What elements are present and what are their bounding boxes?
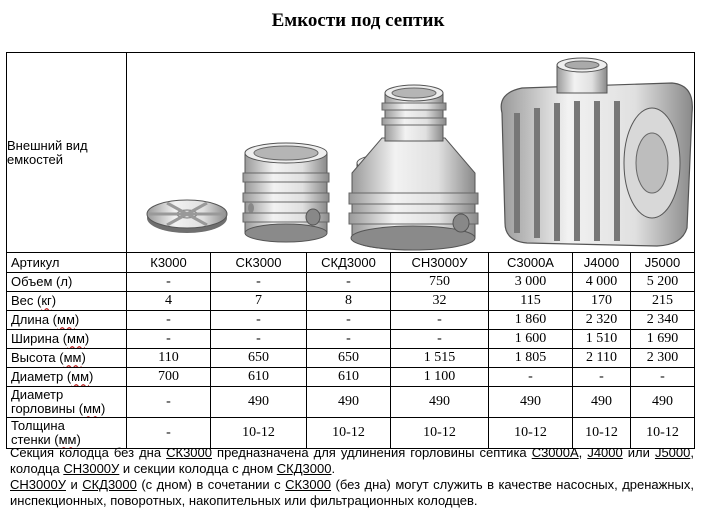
cell: 750 bbox=[391, 273, 489, 292]
row-label-diameter: Диаметр (мм) bbox=[7, 368, 127, 387]
cell: 5 200 bbox=[631, 273, 695, 292]
cell: 2 340 bbox=[631, 311, 695, 330]
cell: 490 bbox=[573, 387, 631, 418]
cell: 1 600 bbox=[489, 330, 573, 349]
row-label-height: Высота (мм) bbox=[7, 349, 127, 368]
link-c3000a[interactable]: С3000А bbox=[531, 445, 579, 460]
cell: 490 bbox=[307, 387, 391, 418]
cell: 3 000 bbox=[489, 273, 573, 292]
cell: - bbox=[127, 418, 211, 449]
cell: 7 bbox=[211, 292, 307, 311]
cell: - bbox=[211, 311, 307, 330]
footer-paragraph-1: Секция колодца без дна СК3000 предназначена для удлинения горловины септика С3000А, J4000 или J5000, колодца СН3000У и секции колодца с дном СКД3000. bbox=[10, 445, 694, 476]
cell: 490 bbox=[489, 387, 573, 418]
table-row bbox=[7, 387, 695, 418]
cell: 490 bbox=[631, 387, 695, 418]
cell: - bbox=[489, 368, 573, 387]
cell: 1 515 bbox=[391, 349, 489, 368]
article-ck3000: СК3000 bbox=[211, 253, 307, 273]
article-ckd3000: СКД3000 bbox=[307, 253, 391, 273]
article-k3000: К3000 bbox=[127, 253, 211, 273]
cell: - bbox=[211, 273, 307, 292]
cell: 650 bbox=[307, 349, 391, 368]
cell: - bbox=[307, 273, 391, 292]
table-row bbox=[7, 292, 695, 311]
k3000-image bbox=[147, 200, 227, 233]
cell: - bbox=[307, 330, 391, 349]
cell: 490 bbox=[211, 387, 307, 418]
cell: 2 110 bbox=[573, 349, 631, 368]
cell: 1 805 bbox=[489, 349, 573, 368]
row-label-length: Длина (мм) bbox=[7, 311, 127, 330]
cell: - bbox=[127, 273, 211, 292]
cell: - bbox=[127, 330, 211, 349]
ck3000-image bbox=[243, 143, 329, 242]
cell: 1 860 bbox=[489, 311, 573, 330]
cell: 610 bbox=[211, 368, 307, 387]
ch3000u-image bbox=[349, 85, 478, 250]
cell: 170 bbox=[573, 292, 631, 311]
row-label-width: Ширина (мм) bbox=[7, 330, 127, 349]
cell: 490 bbox=[391, 387, 489, 418]
link-j5000[interactable]: J5000 bbox=[654, 445, 691, 460]
cell: 32 bbox=[391, 292, 489, 311]
link-j4000[interactable]: J4000 bbox=[587, 445, 623, 460]
link-ch3000u[interactable]: СН3000У bbox=[10, 477, 66, 492]
page-title: Емкости под септик bbox=[271, 10, 445, 31]
table-row bbox=[7, 330, 695, 349]
appearance-label: Внешний вид емкостей bbox=[7, 53, 127, 253]
cell: - bbox=[391, 311, 489, 330]
cell: 10-12 bbox=[211, 418, 307, 449]
cell: - bbox=[631, 368, 695, 387]
link-ck3000[interactable]: СК3000 bbox=[166, 445, 212, 460]
cell: - bbox=[127, 311, 211, 330]
cell: 650 bbox=[211, 349, 307, 368]
cell: - bbox=[573, 368, 631, 387]
article-j4000: J4000 bbox=[573, 253, 631, 273]
link-ch3000u[interactable]: СН3000У bbox=[63, 461, 120, 476]
cell: 1 690 bbox=[631, 330, 695, 349]
cell: 10-12 bbox=[307, 418, 391, 449]
row-label-volume: Объем (л) bbox=[7, 273, 127, 292]
cell: 2 300 bbox=[631, 349, 695, 368]
cell: 2 320 bbox=[573, 311, 631, 330]
article-label: Артикул bbox=[7, 253, 127, 273]
cell: 115 bbox=[489, 292, 573, 311]
footer-paragraph-2: СН3000У и СКД3000 (с дном) в сочетании с СК3000 (без дна) могут служить в качестве насосных, дренажных, инспекционных, поворотных, накопительных или фильтрационных колодцев. bbox=[10, 477, 694, 508]
table-row bbox=[7, 349, 695, 368]
cell: 1 510 bbox=[573, 330, 631, 349]
cell: 10-12 bbox=[573, 418, 631, 449]
row-label-wall-thickness: Толщина стенки (мм) bbox=[7, 418, 127, 449]
link-ckd3000[interactable]: СКД3000 bbox=[276, 461, 332, 476]
c3000a-j-tank-image bbox=[501, 58, 692, 246]
link-ckd3000[interactable]: СКД3000 bbox=[82, 477, 137, 492]
cell: 4 000 bbox=[573, 273, 631, 292]
cell: 10-12 bbox=[391, 418, 489, 449]
cell: 610 bbox=[307, 368, 391, 387]
article-c3000a: С3000А bbox=[489, 253, 573, 273]
cell: 110 bbox=[127, 349, 211, 368]
cell: 215 bbox=[631, 292, 695, 311]
cell: 700 bbox=[127, 368, 211, 387]
cell: - bbox=[211, 330, 307, 349]
row-label-weight: Вес (кг) bbox=[7, 292, 127, 311]
cell: 10-12 bbox=[631, 418, 695, 449]
cell: - bbox=[307, 311, 391, 330]
footer-note bbox=[10, 445, 694, 509]
row-label-neck-diameter: Диаметр горловины (мм) bbox=[7, 387, 127, 418]
link-ck3000[interactable]: СК3000 bbox=[285, 477, 332, 492]
table-row bbox=[7, 368, 695, 387]
tanks-illustration bbox=[127, 53, 695, 252]
product-images bbox=[127, 53, 695, 253]
article-row bbox=[7, 253, 695, 273]
cell: 4 bbox=[127, 292, 211, 311]
cell: - bbox=[127, 387, 211, 418]
table-row bbox=[7, 311, 695, 330]
cell: 1 100 bbox=[391, 368, 489, 387]
table-row bbox=[7, 418, 695, 449]
cell: 10-12 bbox=[489, 418, 573, 449]
table-row bbox=[7, 273, 695, 292]
article-ch3000u: СН3000У bbox=[391, 253, 489, 273]
cell: 8 bbox=[307, 292, 391, 311]
cell: - bbox=[391, 330, 489, 349]
spec-table bbox=[6, 52, 695, 449]
appearance-row bbox=[7, 53, 695, 253]
article-j5000: J5000 bbox=[631, 253, 695, 273]
